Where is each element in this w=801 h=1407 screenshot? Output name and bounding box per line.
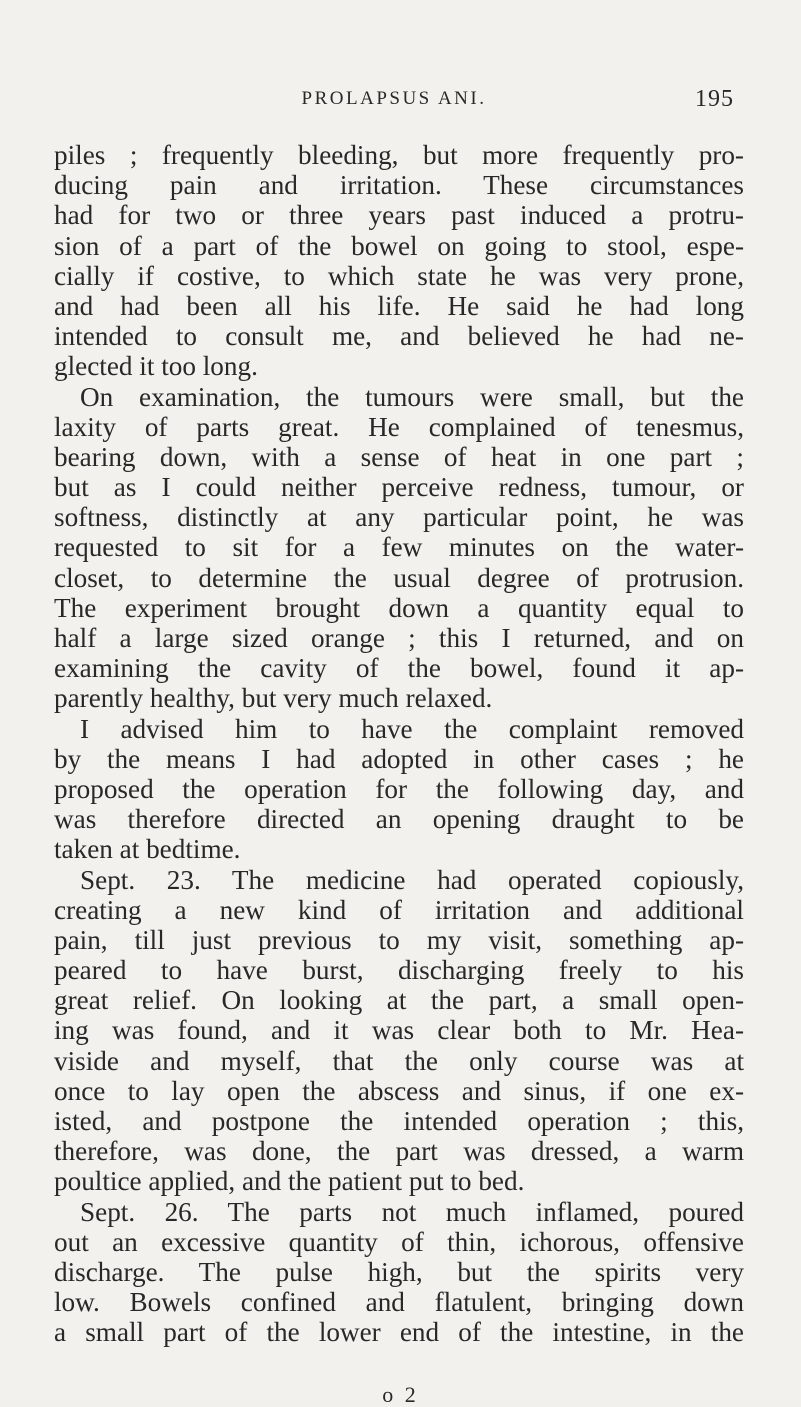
- text-line: intended to consult me, and believed he had ne-: [54, 321, 744, 352]
- running-title: PROLAPSUS ANI.: [301, 88, 487, 109]
- text-line: was therefore directed an opening draught to be: [54, 804, 744, 835]
- text-line: great relief. On looking at the part, a small open-: [54, 985, 744, 1016]
- text-line: I advised him to have the complaint removed: [80, 713, 744, 744]
- text-line: pain, till just previous to my visit, something ap-: [54, 924, 744, 955]
- text-line: taken at bedtime.: [54, 834, 241, 865]
- text-line: examining the cavity of the bowel, found it ap-: [54, 653, 744, 684]
- text-line: isted, and postpone the intended operation ; this,: [54, 1106, 744, 1136]
- text-line: viside and myself, that the only course was at: [54, 1045, 744, 1076]
- text-line: poultice applied, and the patient put to bed.: [54, 1166, 525, 1197]
- signature-mark: o 2: [382, 1382, 419, 1407]
- text-line: sion of a part of the bowel on going to stool, espe-: [54, 230, 744, 261]
- text-line: half a large sized orange ; this I returned, and on: [54, 623, 744, 653]
- text-line: out an excessive quantity of thin, ichorous, offensive: [54, 1226, 744, 1257]
- text-line: by the means I had adopted in other cases ; he: [54, 743, 744, 774]
- text-line: laxity of parts great. He complained of tenesmus,: [54, 411, 744, 442]
- text-line: but as I could neither perceive redness, tumour, or: [54, 472, 744, 503]
- text-line: ducing pain and irritation. These circumstances: [54, 170, 744, 201]
- text-line: peared to have burst, discharging freely to his: [54, 955, 744, 986]
- text-line: requested to sit for a few minutes on the water-: [54, 532, 744, 563]
- text-line: bearing down, with a sense of heat in one part ;: [54, 441, 744, 472]
- text-line: Sept. 23. The medicine had operated copiously,: [80, 864, 744, 895]
- page-number: 195: [695, 86, 734, 112]
- running-head: [54, 86, 734, 116]
- text-line: glected it too long.: [54, 351, 258, 382]
- text-line: parently healthy, but very much relaxed.: [54, 683, 493, 714]
- text-line: a small part of the lower end of the intestine, in the: [54, 1317, 744, 1348]
- text-line: softness, distinctly at any particular point, he was: [54, 502, 744, 533]
- text-line: The experiment brought down a quantity equal to: [54, 592, 744, 623]
- text-line: had for two or three years past induced a protru-: [54, 200, 744, 231]
- text-line: creating a new kind of irritation and additional: [54, 894, 744, 925]
- text-line: closet, to determine the usual degree of protrusion.: [54, 562, 744, 593]
- text-line: low. Bowels confined and flatulent, bringing down: [54, 1287, 744, 1318]
- text-line: cially if costive, to which state he was very prone,: [54, 260, 744, 291]
- text-line: and had been all his life. He said he had long: [54, 290, 744, 321]
- text-line: discharge. The pulse high, but the spirits very: [54, 1256, 744, 1287]
- text-line: therefore, was done, the part was dressed, a warm: [54, 1136, 744, 1167]
- body-text: [54, 140, 744, 1348]
- text-line: On examination, the tumours were small, but the: [80, 381, 744, 412]
- text-line: piles ; frequently bleeding, but more frequently pro-: [54, 140, 744, 170]
- text-line: once to lay open the abscess and sinus, if one ex-: [54, 1075, 744, 1106]
- text-line: Sept. 26. The parts not much inflamed, poured: [80, 1196, 744, 1227]
- text-line: proposed the operation for the following day, and: [54, 773, 744, 804]
- text-line: ing was found, and it was clear both to Mr. Hea-: [54, 1015, 744, 1046]
